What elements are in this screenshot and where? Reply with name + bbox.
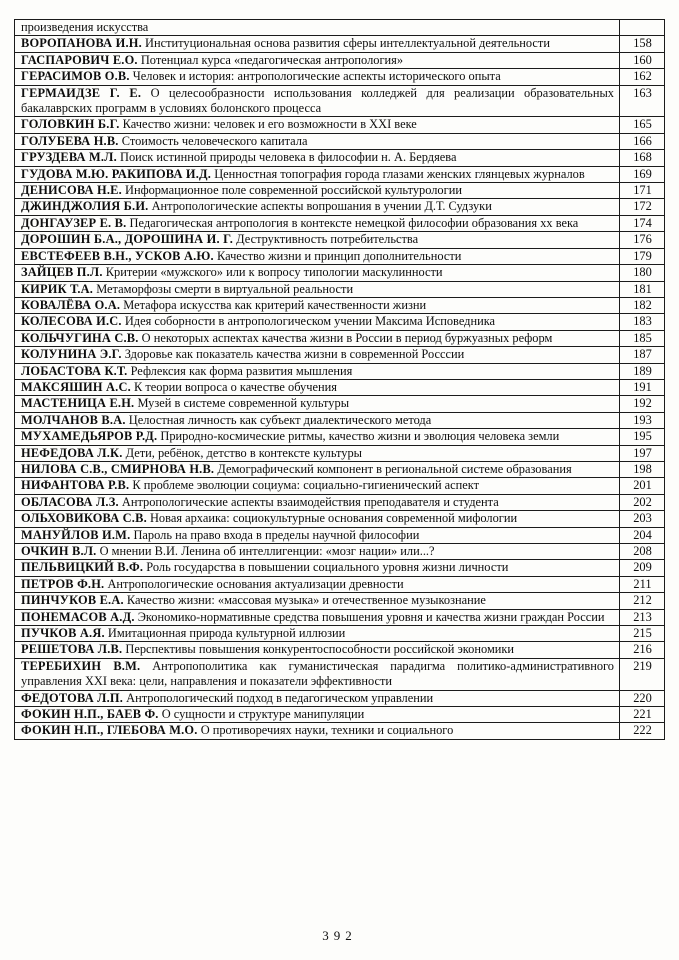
entry-text: [15, 199, 620, 215]
toc-row: [15, 281, 665, 297]
entry-title: Музей в системе современной культуры: [137, 396, 350, 411]
toc-row: [15, 166, 665, 182]
entry-page-number: 204: [620, 527, 665, 543]
entry-author: ГАСПАРОВИЧ Е.О.: [21, 52, 138, 67]
entry-text: [15, 658, 620, 690]
entry-page-number: 221: [620, 707, 665, 723]
entry-text: [15, 69, 620, 85]
entry-author: КОВАЛЁВА О.А.: [21, 297, 121, 312]
entry-author: ФОКИН Н.П., ГЛЕБОВА М.О.: [21, 723, 198, 738]
entry-text: [15, 412, 620, 428]
entry-page-number: 191: [620, 379, 665, 395]
entry-text: [15, 85, 620, 117]
entry-author: ЛОБАСТОВА К.Т.: [21, 363, 128, 378]
entry-title: К проблеме эволюции социума: социально-гигиенический аспект: [132, 478, 480, 493]
entry-title: Роль государства в повышении социального уровня жизни личности: [146, 560, 509, 575]
entry-author: КОЛЬЧУГИНА С.В.: [21, 330, 139, 345]
entry-title: Идея соборности в антропологическом учении Максима Исповедника: [124, 314, 496, 329]
entry-title: Антропополитика как гуманистическая парадигма политико-административного управления XXI века: цели, направления и показатели эффективности: [21, 658, 614, 689]
entry-text: [15, 494, 620, 510]
entry-title: Институциональная основа развития сферы интеллектуальной деятельности: [145, 36, 550, 51]
toc-row: [15, 297, 665, 313]
entry-title: Деструктивность потребительства: [236, 232, 419, 247]
entry-text: [15, 396, 620, 412]
entry-text: [15, 52, 620, 68]
toc-row: [15, 69, 665, 85]
entry-title: произведения искусства: [21, 20, 149, 34]
toc-row: [15, 412, 665, 428]
toc-row: [15, 265, 665, 281]
entry-author: ОЧКИН В.Л.: [21, 544, 97, 558]
toc-row: [15, 330, 665, 346]
entry-page-number: 168: [620, 150, 665, 166]
entry-text: [15, 297, 620, 313]
entry-author: ОБЛАСОВА Л.З.: [21, 494, 119, 509]
entry-page-number: 220: [620, 690, 665, 706]
entry-page-number: 163: [620, 85, 665, 117]
toc-row: [15, 576, 665, 592]
entry-author: МОЛЧАНОВ В.А.: [21, 412, 126, 427]
entry-page-number: 172: [620, 199, 665, 215]
entry-page-number: 185: [620, 330, 665, 346]
entry-author: ДЕНИСОВА Н.Е.: [21, 183, 122, 198]
entry-author: КОЛЕСОВА И.С.: [21, 314, 122, 329]
entry-author: НИФАНТОВА Р.В.: [21, 478, 130, 493]
toc-row: [15, 20, 665, 36]
entry-text: [15, 248, 620, 264]
toc-row: [15, 560, 665, 576]
entry-text: [15, 232, 620, 248]
entry-author: ГЕРМАИДЗЕ Г. Е.: [21, 85, 142, 100]
entry-text: [15, 723, 620, 739]
entry-page-number: 181: [620, 281, 665, 297]
toc-row: [15, 215, 665, 231]
entry-text: [15, 330, 620, 346]
entry-text: [15, 642, 620, 658]
entry-text: [15, 36, 620, 52]
entry-title: Дети, ребёнок, детство в контексте культуры: [125, 445, 362, 460]
toc-row: [15, 494, 665, 510]
toc-row: [15, 429, 665, 445]
entry-text: [15, 20, 620, 36]
entry-title: Качество жизни: «массовая музыка» и отечественное музыкознание: [126, 593, 486, 608]
entry-page-number: 174: [620, 215, 665, 231]
entry-title: Поиск истинной природы человека в философии н. А. Бердяева: [120, 150, 457, 165]
toc-row: [15, 642, 665, 658]
entry-page-number: 222: [620, 723, 665, 739]
entry-title: О сущности и структуре манипуляции: [161, 707, 365, 722]
toc-row: [15, 478, 665, 494]
entry-text: [15, 609, 620, 625]
entry-title: Здоровье как показатель качества жизни в современной Росссии: [124, 347, 465, 362]
toc-row: [15, 36, 665, 52]
entry-text: [15, 707, 620, 723]
toc-row: [15, 609, 665, 625]
toc-row: [15, 248, 665, 264]
entry-page-number: 198: [620, 461, 665, 477]
entry-title: Демографический компонент в региональной системе образования: [217, 461, 572, 476]
toc-row: [15, 363, 665, 379]
entry-text: [15, 690, 620, 706]
entry-author: ГОЛОВКИН Б.Г.: [21, 117, 120, 132]
entry-title: Информационное поле современной российской культурологии: [125, 183, 462, 198]
toc-table: [14, 19, 665, 740]
entry-title: Педагогическая антропология в контексте немецкой философии образования xx века: [129, 215, 579, 230]
entry-author: МУХАМЕДЬЯРОВ Р.Д.: [21, 429, 158, 444]
toc-row: [15, 133, 665, 149]
entry-text: [15, 511, 620, 527]
toc-row: [15, 379, 665, 395]
entry-author: ПОНЕМАСОВ А.Д.: [21, 609, 135, 624]
entry-text: [15, 544, 620, 560]
entry-page-number: 180: [620, 265, 665, 281]
entry-page-number: 211: [620, 576, 665, 592]
entry-text: [15, 265, 620, 281]
toc-row: [15, 593, 665, 609]
entry-page-number: 202: [620, 494, 665, 510]
entry-text: [15, 527, 620, 543]
entry-text: [15, 150, 620, 166]
toc-row: [15, 445, 665, 461]
page-number: 392: [322, 928, 357, 943]
entry-title: Человек и история: антропологические аспекты исторического опыта: [132, 69, 501, 84]
entry-author: ПИНЧУКОВ Е.А.: [21, 593, 124, 608]
toc-row: [15, 658, 665, 690]
entry-title: Антропологические аспекты вопрошания в учении Д.Т. Судзуки: [151, 199, 492, 214]
entry-title: Критерии «мужского» или к вопросу типологии маскулинности: [105, 265, 443, 280]
toc-row: [15, 117, 665, 133]
entry-text: [15, 379, 620, 395]
entry-author: КИРИК Т.А.: [21, 281, 94, 296]
entry-author: ЕВСТЕФЕЕВ В.Н., УСКОВ А.Ю.: [21, 248, 214, 263]
entry-title: О мнении В.И. Ленина об интеллигенции: «мозг нации» или...?: [99, 544, 435, 558]
entry-title: О целесообразности использования колледжей для реализации образовательных бакалаврских программ в условиях болонского процесса: [21, 85, 614, 116]
toc-row: [15, 150, 665, 166]
entry-title: Новая архаика: социокультурные основания современной мифологии: [149, 511, 518, 526]
entry-author: МАНУЙЛОВ И.М.: [21, 527, 131, 542]
entry-page-number: 158: [620, 36, 665, 52]
entry-text: [15, 576, 620, 592]
entry-page-number: 216: [620, 642, 665, 658]
entry-title: Имитационная природа культурной иллюзии: [107, 626, 346, 641]
entry-page-number: 209: [620, 560, 665, 576]
entry-title: О противоречиях науки, техники и социального: [200, 723, 454, 738]
entry-page-number: 187: [620, 347, 665, 363]
entry-page-number: 212: [620, 593, 665, 609]
entry-page-number: 169: [620, 166, 665, 182]
toc-row: [15, 707, 665, 723]
entry-author: ДОРОШИН Б.А., ДОРОШИНА И. Г.: [21, 232, 234, 247]
entry-title: Метафора искусства как критерий качественности жизни: [123, 297, 427, 312]
entry-page-number: 195: [620, 429, 665, 445]
entry-author: НЕФЕДОВА Л.К.: [21, 445, 123, 460]
entry-author: ЗАЙЦЕВ П.Л.: [21, 265, 103, 280]
entry-text: [15, 133, 620, 149]
toc-row: [15, 314, 665, 330]
entry-page-number: 213: [620, 609, 665, 625]
entry-text: [15, 363, 620, 379]
toc-row: [15, 52, 665, 68]
entry-page-number: 160: [620, 52, 665, 68]
entry-author: ГРУЗДЕВА М.Л.: [21, 150, 117, 165]
toc-row: [15, 511, 665, 527]
entry-author: ГЕРАСИМОВ О.В.: [21, 69, 130, 84]
entry-page-number: 189: [620, 363, 665, 379]
toc-row: [15, 461, 665, 477]
entry-title: Экономико-нормативные средства повышения уровня и качества жизни граждан России: [137, 609, 605, 624]
entry-text: [15, 445, 620, 461]
entry-author: ФЕДОТОВА Л.П.: [21, 690, 124, 705]
entry-page-number: [620, 20, 665, 36]
entry-author: МАКСЯШИН А.С.: [21, 379, 131, 394]
entry-text: [15, 183, 620, 199]
entry-page-number: 192: [620, 396, 665, 412]
entry-text: [15, 461, 620, 477]
entry-page-number: 201: [620, 478, 665, 494]
toc-row: [15, 232, 665, 248]
entry-page-number: 183: [620, 314, 665, 330]
entry-text: [15, 429, 620, 445]
entry-text: [15, 215, 620, 231]
entry-page-number: 197: [620, 445, 665, 461]
entry-page-number: 179: [620, 248, 665, 264]
toc-row: [15, 544, 665, 560]
entry-text: [15, 560, 620, 576]
entry-text: [15, 314, 620, 330]
entry-page-number: 193: [620, 412, 665, 428]
entry-author: НИЛОВА С.В., СМИРНОВА Н.В.: [21, 461, 215, 476]
entry-author: ДЖИНДЖОЛИЯ Б.И.: [21, 199, 149, 214]
toc-row: [15, 347, 665, 363]
entry-title: Антропологический подход в педагогическом управлении: [126, 690, 434, 705]
entry-author: ВОРОПАНОВА И.Н.: [21, 36, 142, 51]
entry-text: [15, 626, 620, 642]
entry-text: [15, 117, 620, 133]
entry-author: ПУЧКОВ А.Я.: [21, 626, 105, 641]
entry-title: Ценностная топография города глазами женских глянцевых журналов: [214, 166, 585, 181]
entry-page-number: 165: [620, 117, 665, 133]
entry-title: О некоторых аспектах качества жизни в России в период буржуазных реформ: [141, 330, 553, 345]
entry-author: КОЛУНИНА Э.Г.: [21, 347, 122, 362]
toc-row: [15, 723, 665, 739]
entry-page-number: 176: [620, 232, 665, 248]
entry-title: Качество жизни: человек и его возможности в XXI веке: [122, 117, 417, 132]
entry-text: [15, 478, 620, 494]
entry-title: Стоимость человеческого капитала: [121, 133, 308, 148]
entry-title: Целостная личность как субъект диалектического метода: [128, 412, 432, 427]
entry-page-number: 219: [620, 658, 665, 690]
toc-row: [15, 396, 665, 412]
entry-text: [15, 593, 620, 609]
entry-title: Качество жизни и принцип дополнительности: [216, 248, 462, 263]
toc-row: [15, 199, 665, 215]
entry-title: Потенциал курса «педагогическая антропология»: [140, 52, 404, 67]
entry-title: К теории вопроса о качестве обучения: [134, 379, 337, 394]
entry-title: Природно-космические ритмы, качество жизни и эволюция человека земли: [160, 429, 560, 444]
entry-page-number: 162: [620, 69, 665, 85]
entry-page-number: 171: [620, 183, 665, 199]
entry-text: [15, 166, 620, 182]
entry-page-number: 208: [620, 544, 665, 560]
entry-author: ГОЛУБЕВА Н.В.: [21, 133, 119, 148]
entry-text: [15, 281, 620, 297]
entry-author: РЕШЕТОВА Л.В.: [21, 642, 123, 657]
entry-author: ПЕТРОВ Ф.Н.: [21, 576, 105, 591]
entry-title: Метаморфозы смерти в виртуальной реальности: [96, 281, 354, 296]
entry-author: МАСТЕНИЦА Е.Н.: [21, 396, 135, 411]
entry-author: ГУДОВА М.Ю. РАКИПОВА И.Д.: [21, 166, 212, 181]
entry-author: ФОКИН Н.П., БАЕВ Ф.: [21, 707, 159, 722]
toc-row: [15, 85, 665, 117]
entry-page-number: 215: [620, 626, 665, 642]
entry-author: ТЕРЕБИХИН В.М.: [21, 658, 141, 673]
entry-title: Пароль на право входа в пределы научной философии: [133, 527, 420, 542]
entry-author: ПЕЛЬВИЦКИЙ В.Ф.: [21, 560, 144, 575]
entry-title: Антропологические основания актуализации древности: [107, 576, 404, 591]
entry-text: [15, 347, 620, 363]
entry-title: Перспективы повышения конкурентоспособности российской экономики: [125, 642, 515, 657]
toc-body: [15, 20, 665, 740]
toc-row: [15, 527, 665, 543]
entry-title: Рефлексия как форма развития мышления: [130, 363, 353, 378]
toc-row: [15, 690, 665, 706]
entry-title: Антропологические аспекты взаимодействия преподавателя и студента: [121, 494, 499, 509]
entry-page-number: 203: [620, 511, 665, 527]
entry-page-number: 166: [620, 133, 665, 149]
toc-row: [15, 626, 665, 642]
toc-row: [15, 183, 665, 199]
entry-author: ОЛЬХОВИКОВА С.В.: [21, 511, 147, 526]
entry-author: ДОНГАУЗЕР Е. В.: [21, 215, 127, 230]
entry-page-number: 182: [620, 297, 665, 313]
